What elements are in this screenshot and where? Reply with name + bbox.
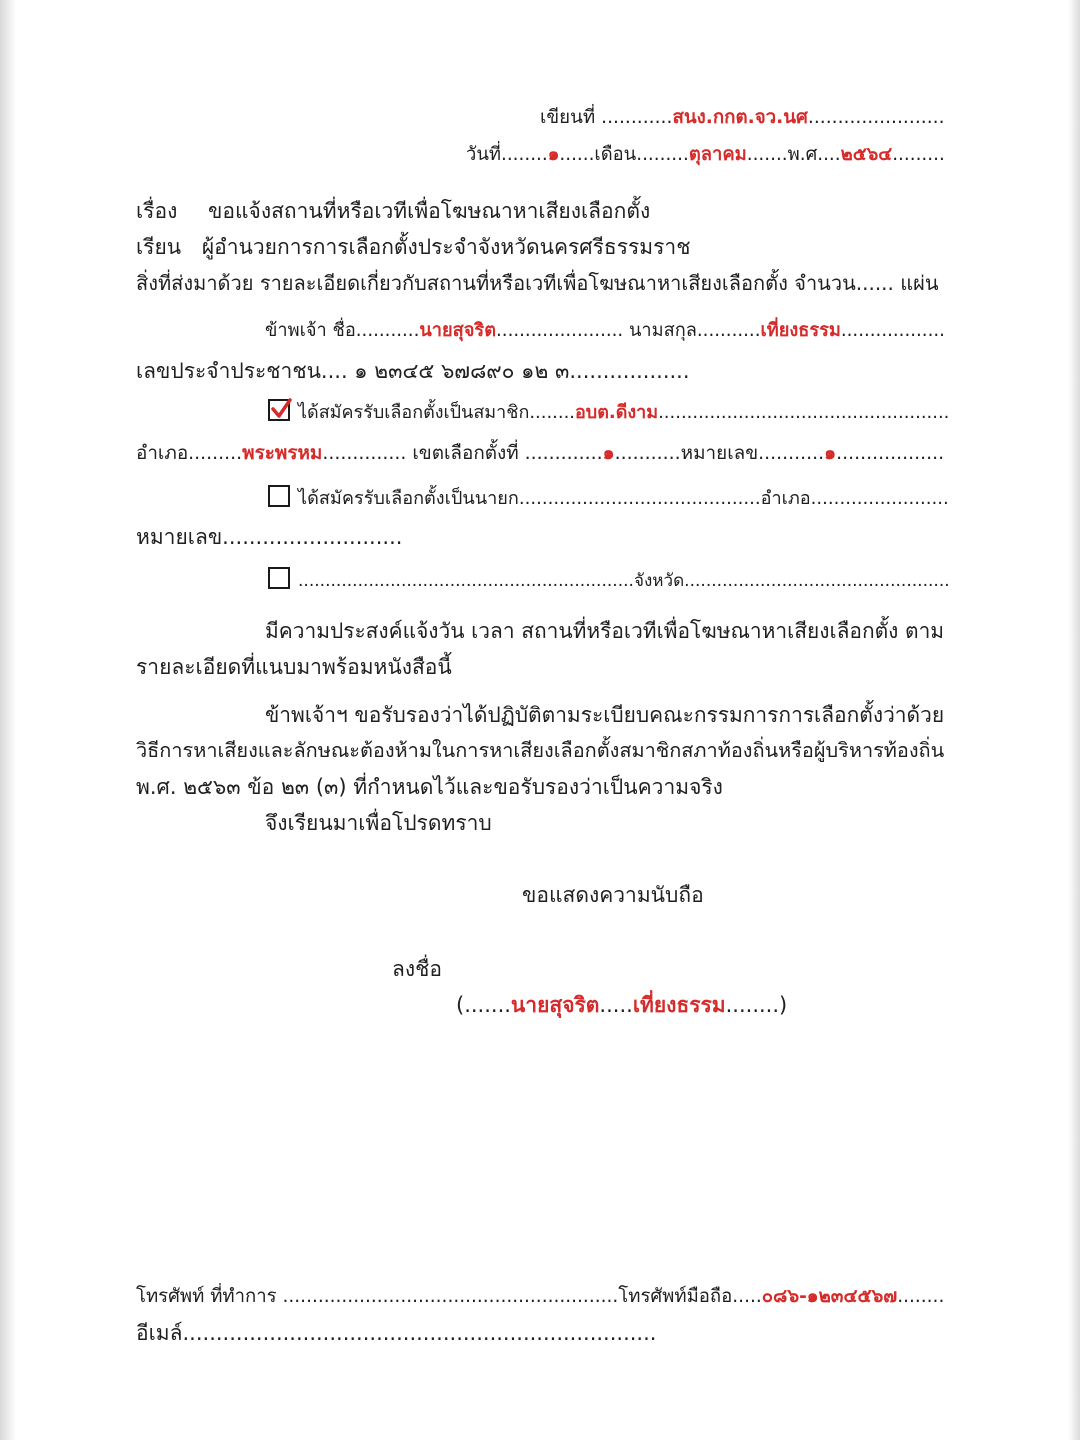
date-month-label: ......เดือน......... xyxy=(559,144,689,165)
mobile-trail: ........ xyxy=(897,1286,945,1307)
first-name-value: นายสุจริต xyxy=(419,320,497,341)
para1-text1: มีความประสงค์แจ้งวัน เวลา สถานที่หรือเวทีเพื่อโฆษณาหาเสียงเลือกตั้ง ตาม xyxy=(265,619,945,643)
subject-label: เรื่อง xyxy=(136,199,178,223)
option-member-line xyxy=(268,398,949,428)
option-other-line xyxy=(268,566,950,596)
applicant-name-line xyxy=(265,316,945,346)
mobile-phone-value: ๐๘๖-๑๒๓๔๕๖๗ xyxy=(761,1286,898,1307)
addressee-label: เรียน xyxy=(136,235,182,259)
office-phone-label: โทรศัพท์ ที่ทำการ .........................................................โทรศัพท์มือถือ..... xyxy=(136,1286,762,1307)
mayor-number-label: หมายเลข........................... xyxy=(136,525,403,549)
para2-text2: วิธีการหาเสียงและลักษณะต้องห้ามในการหาเสียงเลือกตั้งสมาชิกสภาท้องถิ่นหรือผู้บริหารท้องถิ่น xyxy=(136,739,945,762)
para3-line xyxy=(265,808,492,838)
other-checkbox[interactable] xyxy=(268,567,290,589)
doc-location-line xyxy=(540,103,945,133)
subject-line xyxy=(136,196,650,226)
sig-open: (....... xyxy=(456,993,511,1017)
mayor-number-line xyxy=(136,522,402,552)
sign-label: ลงชื่อ xyxy=(392,957,442,981)
date-month: ตุลาคม xyxy=(688,144,747,165)
date-line xyxy=(466,140,945,170)
last-name-value: เที่ยงธรรม xyxy=(760,320,841,341)
page-shadow-right xyxy=(1068,0,1080,1440)
respect-line xyxy=(522,880,704,910)
zone-label: .............. เขตเลือกตั้งที่ ............. xyxy=(322,442,603,464)
id-number-text: เลขประจำประชาชน.... ๑ ๒๓๔๕ ๖๗๘๙๐ ๑๒ ๓.................. xyxy=(136,359,690,383)
id-line xyxy=(136,356,690,386)
doc-location-trail: ....................... xyxy=(807,107,945,128)
para1-line1 xyxy=(265,616,944,646)
zone-value: ๑ xyxy=(602,442,615,464)
sig-last-name: เที่ยงธรรม xyxy=(632,993,726,1017)
para3-text: จึงเรียนมาเพื่อโปรดทราบ xyxy=(265,811,492,835)
para2-line3 xyxy=(136,772,723,802)
para1-text2: รายละเอียดที่แนบมาพร้อมหนังสือนี้ xyxy=(136,655,452,679)
date-year-label: .......พ.ศ.... xyxy=(746,144,841,165)
respect-text: ขอแสดงความนับถือ xyxy=(522,883,704,907)
district-value: พระพรหม xyxy=(242,442,323,464)
sig-close: ........) xyxy=(725,993,788,1017)
district-line xyxy=(136,438,944,468)
para2-text3: พ.ศ. ๒๕๖๓ ข้อ ๒๓ (๓) ที่กำหนดไว้และขอรับรองว่าเป็นความจริง xyxy=(136,775,723,799)
addressee-line xyxy=(136,232,690,262)
date-day: ๑ xyxy=(547,144,560,165)
candidate-number-trail: .................. xyxy=(836,442,945,464)
attachment-text: สิ่งที่ส่งมาด้วย รายละเอียดเกี่ยวกับสถานที่หรือเวทีเพื่อโฆษณาหาเสียงเลือกตั้ง จำนวน...... แผ่น xyxy=(136,271,939,295)
signature-name-line xyxy=(456,990,787,1020)
page-shadow-left xyxy=(0,0,16,1440)
attachment-line xyxy=(136,268,939,298)
member-trail: ................................................... xyxy=(658,402,950,423)
subject-text: ขอแจ้งสถานที่หรือเวทีเพื่อโฆษณาหาเสียงเลือกตั้ง xyxy=(208,199,651,223)
sig-mid: ..... xyxy=(599,993,633,1017)
sign-label-line xyxy=(392,954,442,984)
name-trail: .................. xyxy=(840,320,945,341)
date-year: ๒๕๖๔ xyxy=(840,144,893,165)
date-label: วันที่........ xyxy=(466,144,548,165)
member-label: ได้สมัครรับเลือกตั้งเป็นสมาชิก........ xyxy=(298,402,576,423)
check-icon xyxy=(269,396,293,422)
para1-line2 xyxy=(136,652,452,682)
member-org-value: อบต.ดีงาม xyxy=(575,402,659,423)
phone-line xyxy=(136,1282,944,1312)
surname-label: ...................... นามสกุล........... xyxy=(496,320,761,341)
email-line xyxy=(136,1318,656,1348)
other-label: ..............................................................จังหวัด................................................. xyxy=(298,571,950,591)
doc-location-value: สนง.กกต.จว.นศ xyxy=(672,107,808,128)
para2-text1: ข้าพเจ้าฯ ขอรับรองว่าได้ปฏิบัติตามระเบียบคณะกรรมการการเลือกตั้งว่าด้วย xyxy=(265,703,945,727)
candidate-number-value: ๑ xyxy=(824,442,837,464)
email-label: อีเมล์....................................................................... xyxy=(136,1321,657,1345)
para2-line2 xyxy=(136,736,944,766)
date-trail: ......... xyxy=(892,144,945,165)
para2-line1 xyxy=(265,700,944,730)
doc-location-label: เขียนที่ ............ xyxy=(540,107,673,128)
mayor-label: ได้สมัครรับเลือกตั้งเป็นนายก..........................................อำเภอ........................ xyxy=(298,488,949,509)
addressee-text: ผู้อำนวยการการเลือกตั้งประจำจังหวัดนครศรีธรรมราช xyxy=(201,235,691,259)
option-mayor-line xyxy=(268,484,949,514)
mayor-checkbox[interactable] xyxy=(268,485,290,507)
candidate-number-label: ...........หมายเลข........... xyxy=(614,442,825,464)
name-label: ข้าพเจ้า ชื่อ........... xyxy=(265,320,420,341)
district-label: อำเภอ......... xyxy=(136,442,243,464)
sig-first-name: นายสุจริต xyxy=(510,993,600,1017)
member-checkbox[interactable] xyxy=(268,399,290,421)
